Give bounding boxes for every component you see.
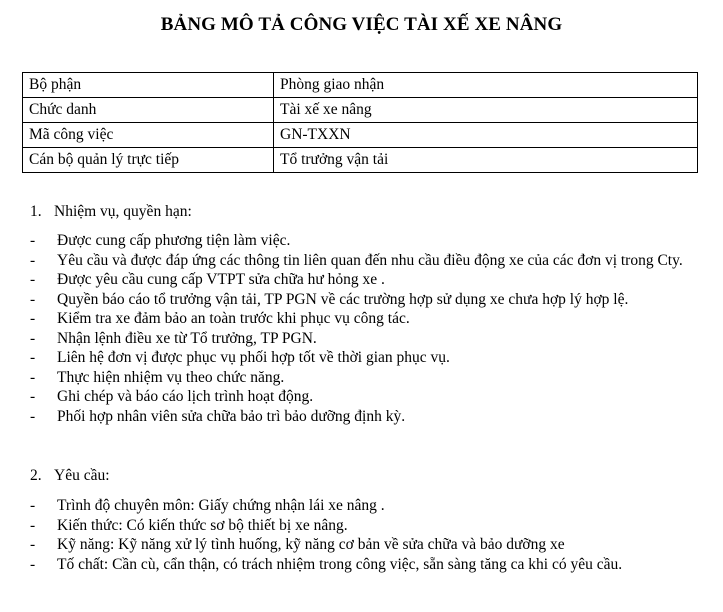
list-item: - Quyền báo cáo tổ trưởng vận tải, TP PGN về các trường hợp sử dụng xe chưa hợp lý hợp lệ. (30, 290, 629, 308)
section-heading (30, 203, 192, 221)
value-position: Tài xế xe nâng (274, 98, 698, 123)
section-title: Yêu cầu: (54, 467, 110, 484)
table-row (23, 98, 698, 123)
list-item: - Được yêu cầu cung cấp VTPT sửa chữa hư hỏng xe . (30, 271, 385, 288)
page-title: BẢNG MÔ TẢ CÔNG VIỆC TÀI XẾ XE NÂNG (160, 14, 563, 35)
list-item: - Yêu cầu và được đáp ứng các thông tin liên quan đến nhu cầu điều động xe của các đơn vị trong Cty. (30, 251, 683, 269)
section-title: Nhiệm vụ, quyền hạn: (54, 203, 192, 220)
value-job-code: GN-TXXN (274, 123, 698, 148)
list-item: - Kiến thức: Có kiến thức sơ bộ thiết bị xe nâng. (30, 516, 348, 534)
label-department: Bộ phận (23, 73, 274, 98)
list-item: - Kiểm tra xe đảm bảo an toàn trước khi phục vụ công tác. (30, 310, 410, 327)
info-table (22, 72, 698, 173)
list-item: - Trình độ chuyên môn: Giấy chứng nhận lái xe nâng . (30, 497, 385, 514)
table-row (23, 123, 698, 148)
list-item: - Phối hợp nhân viên sửa chữa bảo trì bảo dưỡng định kỳ. (30, 407, 406, 425)
requirements-list (0, 496, 723, 574)
value-department: Phòng giao nhận (274, 73, 698, 98)
section-heading (30, 467, 110, 485)
label-position: Chức danh (23, 98, 274, 123)
label-manager: Cán bộ quản lý trực tiếp (23, 148, 274, 173)
section-number: 1. (30, 203, 42, 220)
table-row (23, 148, 698, 173)
value-manager: Tổ trưởng vận tải (274, 148, 698, 173)
list-item: - Ghi chép và báo cáo lịch trình hoạt động. (30, 388, 314, 405)
list-item: - Tố chất: Cần cù, cẩn thận, có trách nhiệm trong công việc, sẵn sàng tăng ca khi có yêu cầu. (30, 555, 623, 573)
label-job-code: Mã công việc (23, 123, 274, 148)
list-item: - Được cung cấp phương tiện làm việc. (30, 232, 291, 249)
section-number: 2. (30, 467, 42, 484)
table-row (23, 73, 698, 98)
list-item: - Thực hiện nhiệm vụ theo chức năng. (30, 368, 285, 386)
list-item: - Kỹ năng: Kỹ năng xử lý tình huống, kỹ năng cơ bản về sửa chữa và bảo dưỡng xe (30, 536, 565, 553)
duties-list (0, 231, 723, 426)
list-item: - Liên hệ đơn vị được phục vụ phối hợp tốt về thời gian phục vụ. (30, 349, 450, 366)
list-item: - Nhận lệnh điều xe từ Tổ trưởng, TP PGN. (30, 329, 317, 347)
